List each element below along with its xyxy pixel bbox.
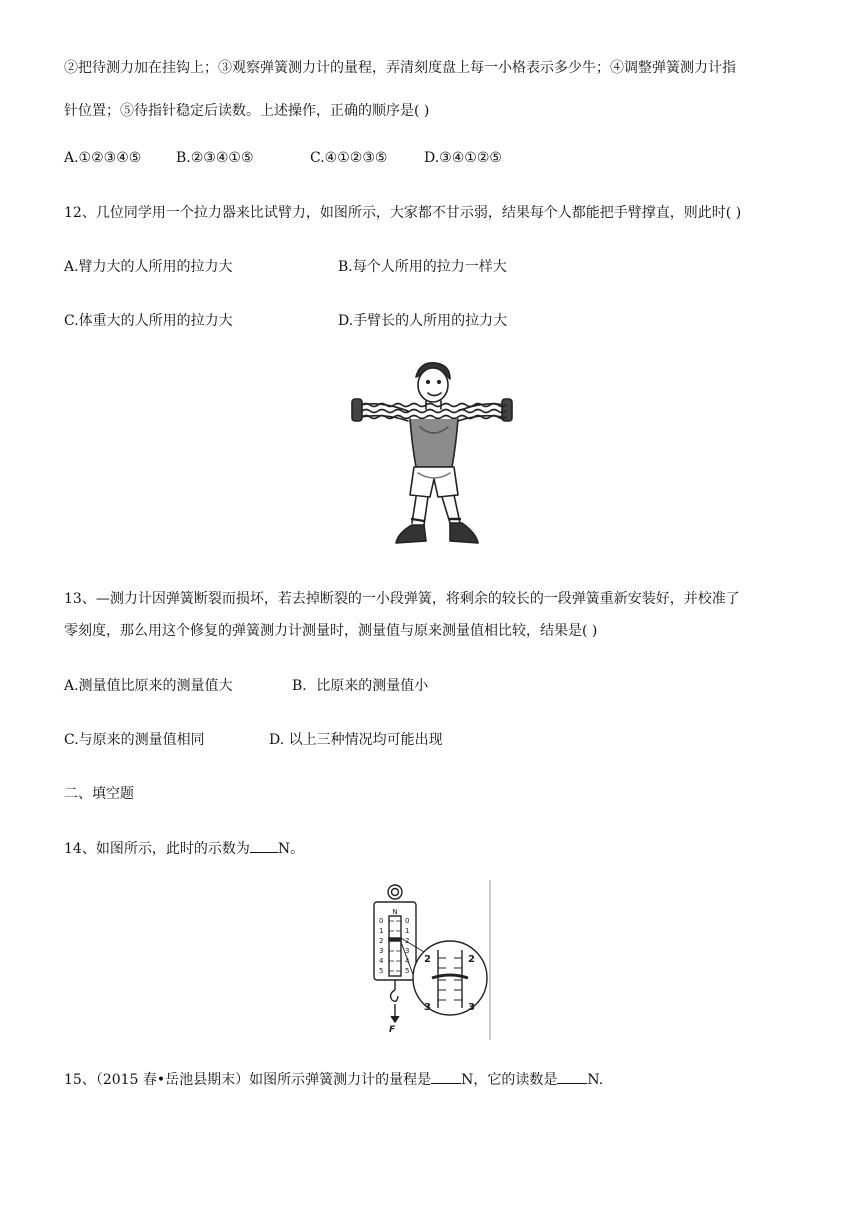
q11-option-c: C.④①②③⑤ [310,150,388,166]
q12-option-d: D.手臂长的人所用的拉力大 [338,313,508,329]
q11-option-b: B.②③④①⑤ [176,150,254,166]
section-heading-fill-in: 二、填空题 [64,786,134,802]
q13-option-c: C.与原来的测量值相同 [64,732,205,748]
q15-stem-part-3: N. [587,1072,604,1088]
q13-option-a: A.测量值比原来的测量值大 [64,678,233,694]
q14-stem-text-before: 14、如图所示，此时的示数为 [64,841,250,857]
scale-tick-label-right: 2 [405,937,410,945]
scale-tick-label-right: 1 [405,927,410,935]
zoom-tick-label-left-top: 2 [424,954,431,965]
q15-stem-part-1: 15、（2015 春•岳池县期末）如图所示弹簧测力计的量程是 [64,1072,432,1088]
force-label: F [389,1025,396,1035]
scale-tick-label-right: 0 [405,917,410,925]
spring-scale-figure [362,880,498,1040]
scale-tick-label: 1 [379,927,384,935]
scale-tick-label: 0 [379,917,384,925]
q11-line-1: ②把待测力加在挂钩上；③观察弹簧测力计的量程，弄清刻度盘上每一小格表示多少牛；④调整弹簧测力计指 [64,60,736,76]
q14-stem [64,838,304,859]
zoom-tick-label-left-bottom: 3 [424,1002,431,1013]
scale-tick-label: 4 [379,957,384,965]
scale-tick-label-right: 5 [405,967,410,975]
q12-option-a: A.臂力大的人所用的拉力大 [64,259,233,275]
q13-line-1: 13、—测力计因弹簧断裂而损坏，若去掉断裂的一小段弹簧，将剩余的较长的一段弹簧重新安装好，并校准了 [64,591,740,607]
q15-stem-part-2: N，它的读数是 [461,1072,558,1088]
q13-line-2: 零刻度，那么用这个修复的弹簧测力计测量时，测量值与原来测量值相比较，结果是( ) [64,623,598,639]
q13-option-b: B．比原来的测量值小 [292,678,429,694]
q12-stem: 12、几位同学用一个拉力器来比试臂力，如图所示，大家都不甘示弱，结果每个人都能把手臂撑直，则此时( ) [64,205,742,221]
chest-expander-figure [346,355,518,555]
scale-tick-label: 2 [379,937,384,945]
scale-unit-label: N [392,908,398,916]
q12-option-c: C.体重大的人所用的拉力大 [64,313,233,329]
q15-range-blank [431,1069,461,1084]
q13-option-d: D. 以上三种情况均可能出现 [269,732,443,748]
q14-stem-text-after: N。 [277,841,305,857]
scale-tick-label: 5 [379,967,384,975]
zoom-tick-label-right-top: 2 [468,954,475,965]
q15-reading-blank [557,1069,587,1084]
zoom-tick-label-right-bottom: 3 [468,1002,475,1013]
q12-option-b: B.每个人所用的拉力一样大 [338,259,507,275]
scale-tick-label-right: 3 [405,947,410,955]
scale-tick-label: 3 [379,947,384,955]
q15-stem [64,1069,603,1090]
scale-tick-label-right: 4 [405,957,410,965]
q14-answer-blank [250,838,278,853]
q11-option-a: A.①②③④⑤ [64,150,142,166]
q11-line-2: 针位置；⑤待指针稳定后读数。上述操作，正确的顺序是( ) [64,103,430,119]
q11-option-d: D.③④①②⑤ [424,150,502,166]
